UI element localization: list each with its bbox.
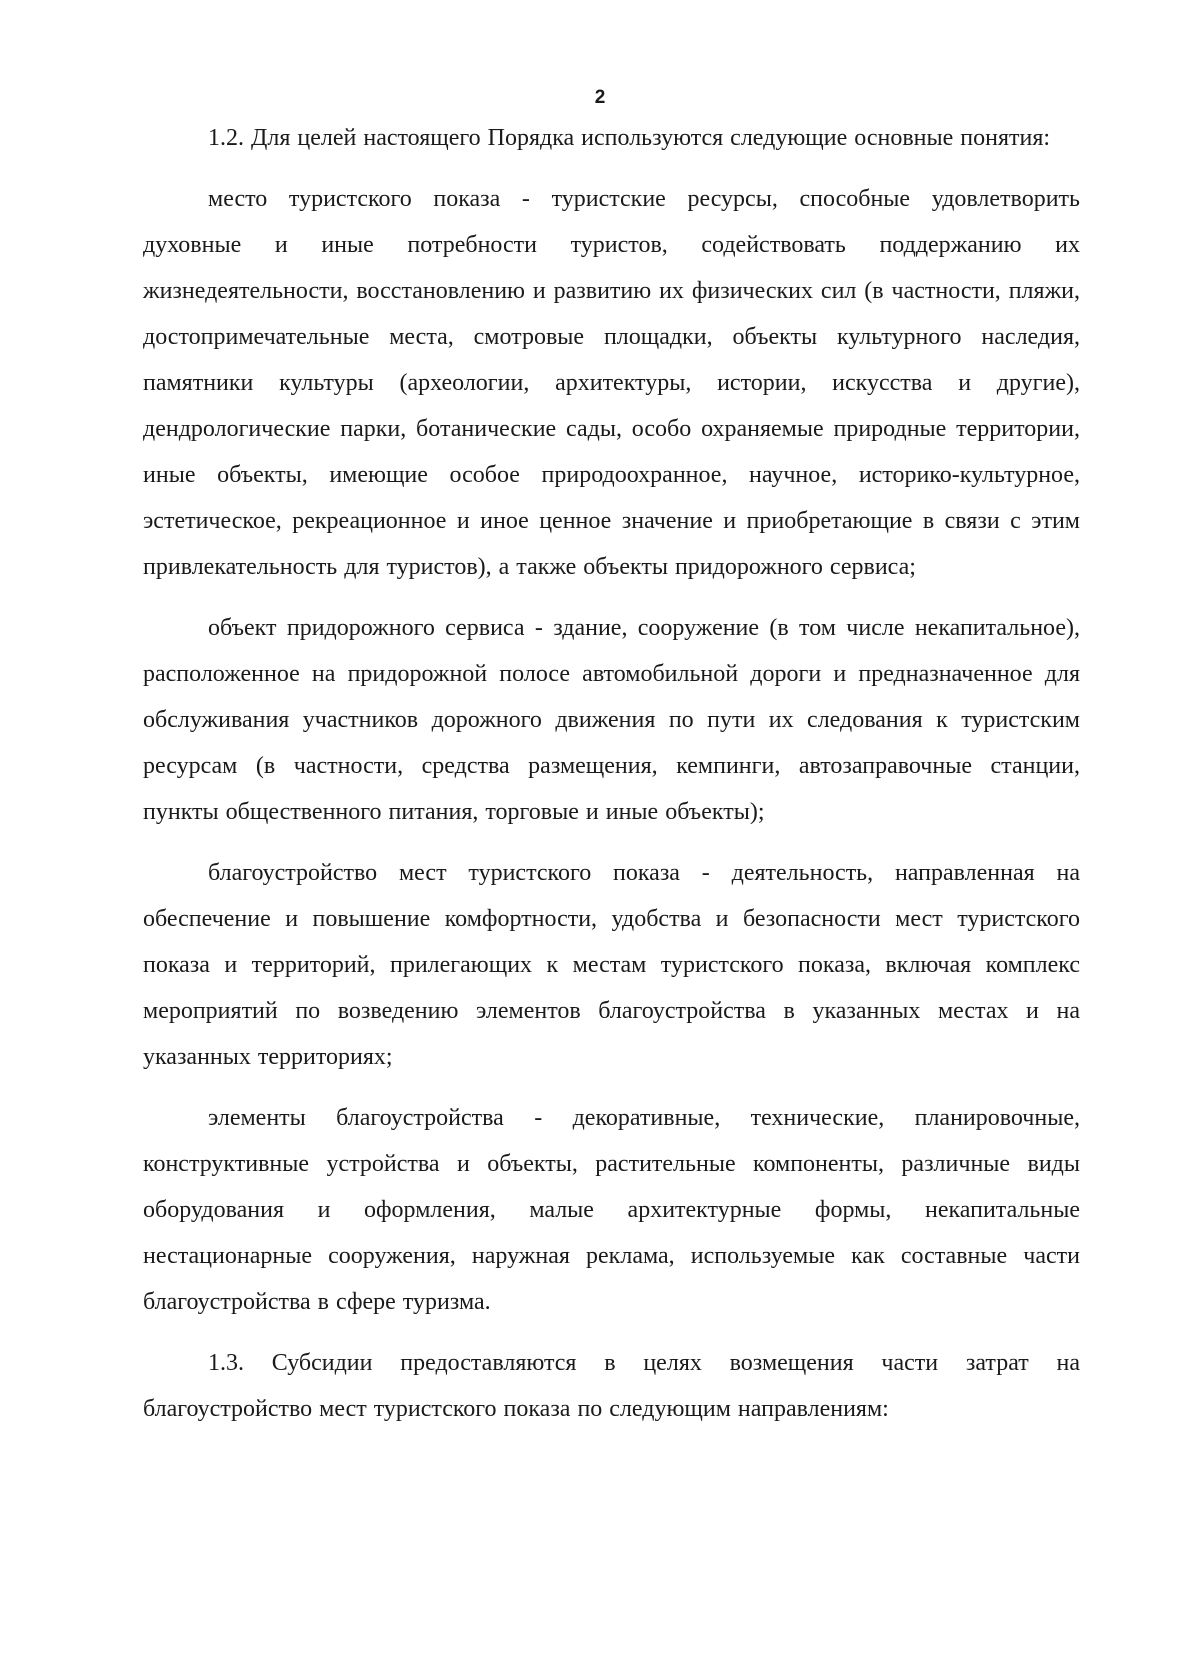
paragraph-1-2-definitions-intro: 1.2. Для целей настоящего Порядка используются следующие основные понятия: [208, 125, 1051, 151]
paragraph-landscaping-definition: благоустройство мест туристского показа - деятельность, направленная на обеспечение и повышение комфортности, удобства и безопасности мест туристского показа и территорий, прилегающих к местам туристского показа, включая комплекс мероприятий по возведению элементов благоустройства в указанных местах и на указанных территориях; [143, 860, 1080, 1070]
paragraph-landscaping-elements-definition: элементы благоустройства - декоративные, технические, планировочные, конструктивные устройства и объекты, растительные компоненты, различные виды оборудования и оформления, малые архитектурные формы, некапитальные нестационарные сооружения, наружная реклама, используемые как составные части благоустройства в сфере туризма. [143, 1105, 1080, 1315]
page-number: 2 [594, 87, 606, 108]
paragraph-1-3-subsidies: 1.3. Субсидии предоставляются в целях возмещения части затрат на благоустройство мест туристского показа по следующим направлениям: [143, 1350, 1080, 1422]
document-body [143, 115, 1080, 1432]
paragraph-tourist-site-definition: место туристского показа - туристские ресурсы, способные удовлетворить духовные и иные потребности туристов, содействовать поддержанию их жизнедеятельности, восстановлению и развитию их физических сил (в частности, пляжи, достопримечательные места, смотровые площадки, объекты культурного наследия, памятники культуры (археологии, архитектуры, истории, искусства и другие), дендрологические парки, ботанические сады, особо охраняемые природные территории, иные объекты, имеющие особое природоохранное, научное, историко-культурное, эстетическое, рекреационное и иное ценное значение и приобретающие в связи с этим привлекательность для туристов), а также объекты придорожного сервиса; [143, 186, 1080, 580]
paragraph-roadside-service-definition: объект придорожного сервиса - здание, сооружение (в том числе некапитальное), расположенное на придорожной полосе автомобильной дороги и предназначенное для обслуживания участников дорожного движения по пути их следования к туристским ресурсам (в частности, средства размещения, кемпинги, автозаправочные станции, пункты общественного питания, торговые и иные объекты); [143, 615, 1080, 825]
